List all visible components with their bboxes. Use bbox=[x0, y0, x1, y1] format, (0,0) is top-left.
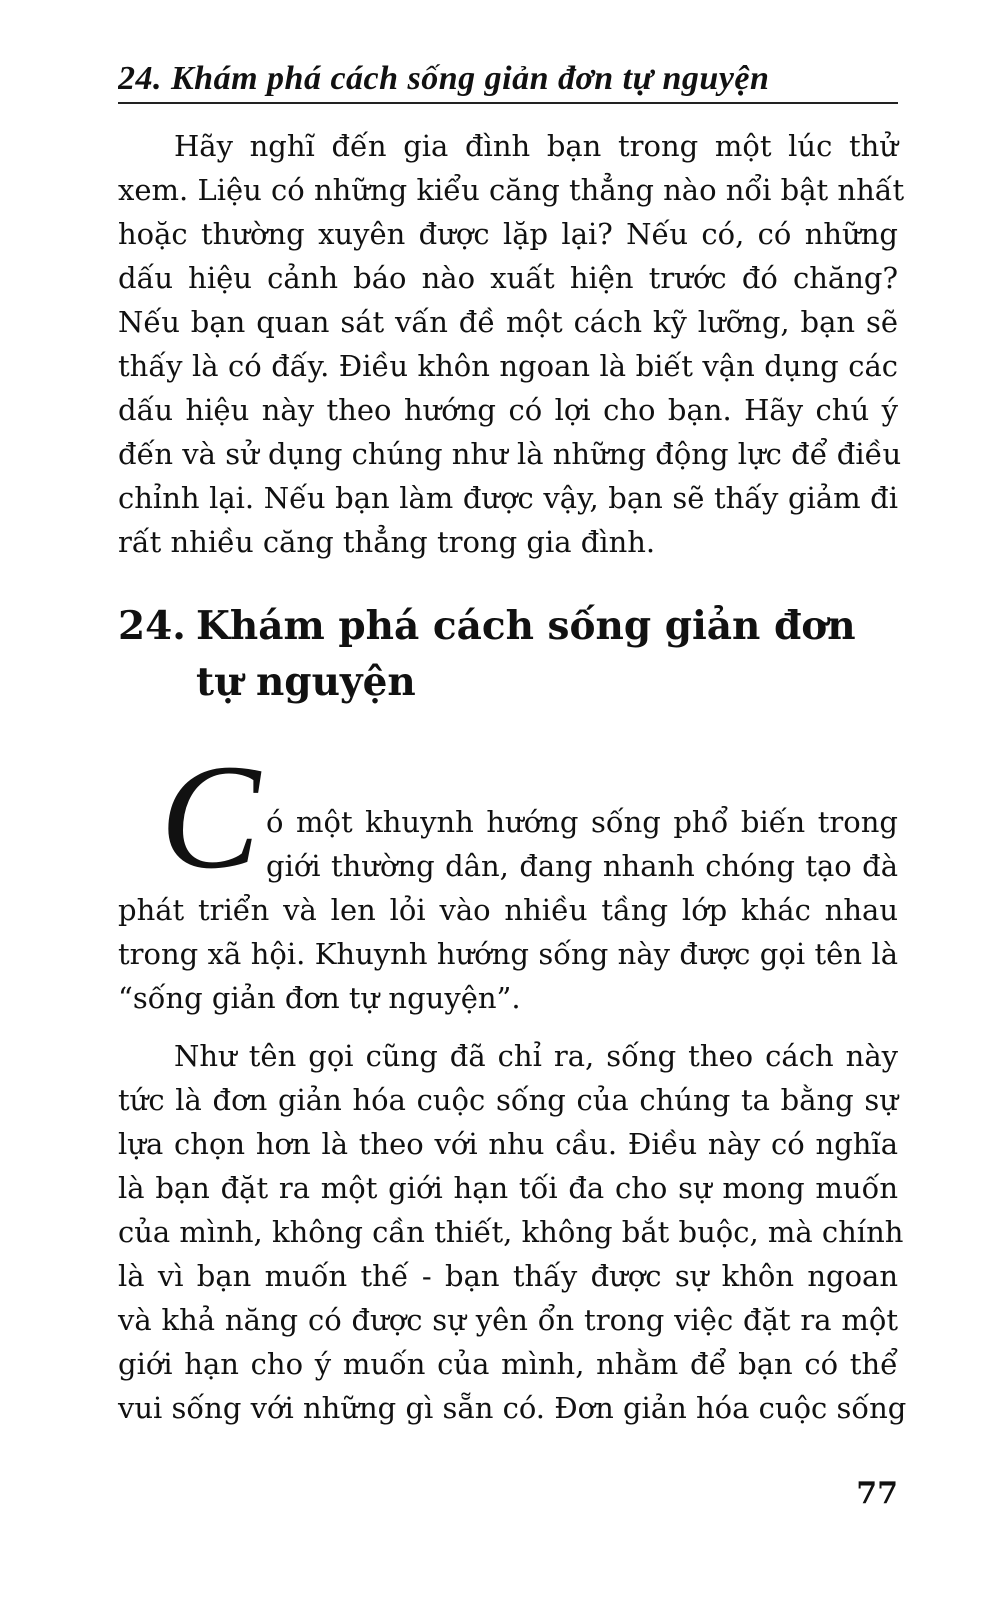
text-line: thấy là có đấy. Điều khôn ngoan là biết vận dụng các bbox=[118, 349, 898, 383]
text-line: và khả năng có được sự yên ổn trong việc đặt ra một bbox=[118, 1303, 898, 1337]
text-line: giới hạn cho ý muốn của mình, nhằm để bạn có thể bbox=[118, 1347, 898, 1381]
text-line: đến và sử dụng chúng như là những động lực để điều bbox=[118, 437, 902, 471]
text-line: tức là đơn giản hóa cuộc sống của chúng ta bằng sự bbox=[118, 1083, 898, 1117]
text-line: lựa chọn hơn là theo với nhu cầu. Điều này có nghĩa bbox=[118, 1127, 898, 1161]
text-line: ó một khuynh hướng sống phổ biến trong bbox=[266, 805, 898, 839]
paragraph-3 bbox=[118, 1034, 907, 1430]
section-title-line-2: tự nguyện bbox=[196, 659, 416, 705]
text-line: Nếu bạn quan sát vấn đề một cách kỹ lưỡng, bạn sẽ bbox=[118, 305, 898, 339]
page-number: 77 bbox=[856, 1476, 898, 1511]
drop-cap: C bbox=[160, 734, 261, 900]
text-line: dấu hiệu cảnh báo nào xuất hiện trước đó chăng? bbox=[118, 261, 898, 295]
text-line: của mình, không cần thiết, không bắt buộc, mà chính bbox=[118, 1215, 904, 1249]
text-line: chỉnh lại. Nếu bạn làm được vậy, bạn sẽ thấy giảm đi bbox=[118, 481, 898, 515]
paragraph-2 bbox=[118, 800, 898, 1020]
paragraph-1 bbox=[118, 124, 905, 564]
section-heading bbox=[118, 598, 898, 710]
text-line: giới thường dân, đang nhanh chóng tạo đà bbox=[266, 849, 898, 883]
text-line: là vì bạn muốn thế - bạn thấy được sự khôn ngoan bbox=[118, 1259, 898, 1293]
text-line: “sống giản đơn tự nguyện”. bbox=[118, 981, 521, 1015]
text-line: xem. Liệu có những kiểu căng thẳng nào nổi bật nhất bbox=[118, 173, 905, 207]
text-line: là bạn đặt ra một giới hạn tối đa cho sự mong muốn bbox=[118, 1171, 898, 1205]
text-line: phát triển và len lỏi vào nhiều tầng lớp khác nhau bbox=[118, 893, 898, 927]
section-number: 24. bbox=[118, 603, 186, 649]
text-line: rất nhiều căng thẳng trong gia đình. bbox=[118, 525, 656, 559]
text-line: vui sống với những gì sẵn có. Đơn giản hóa cuộc sống bbox=[118, 1391, 907, 1425]
text-line: hoặc thường xuyên được lặp lại? Nếu có, có những bbox=[118, 217, 898, 251]
text-line: dấu hiệu này theo hướng có lợi cho bạn. Hãy chú ý bbox=[118, 393, 898, 427]
section-title-line-1: Khám phá cách sống giản đơn bbox=[196, 603, 856, 649]
running-header: 24. Khám phá cách sống giản đơn tự nguyện bbox=[118, 56, 898, 104]
text-line: Hãy nghĩ đến gia đình bạn trong một lúc thử bbox=[174, 129, 898, 163]
text-line: Như tên gọi cũng đã chỉ ra, sống theo cách này bbox=[174, 1039, 898, 1073]
text-line: trong xã hội. Khuynh hướng sống này được gọi tên là bbox=[118, 937, 898, 971]
